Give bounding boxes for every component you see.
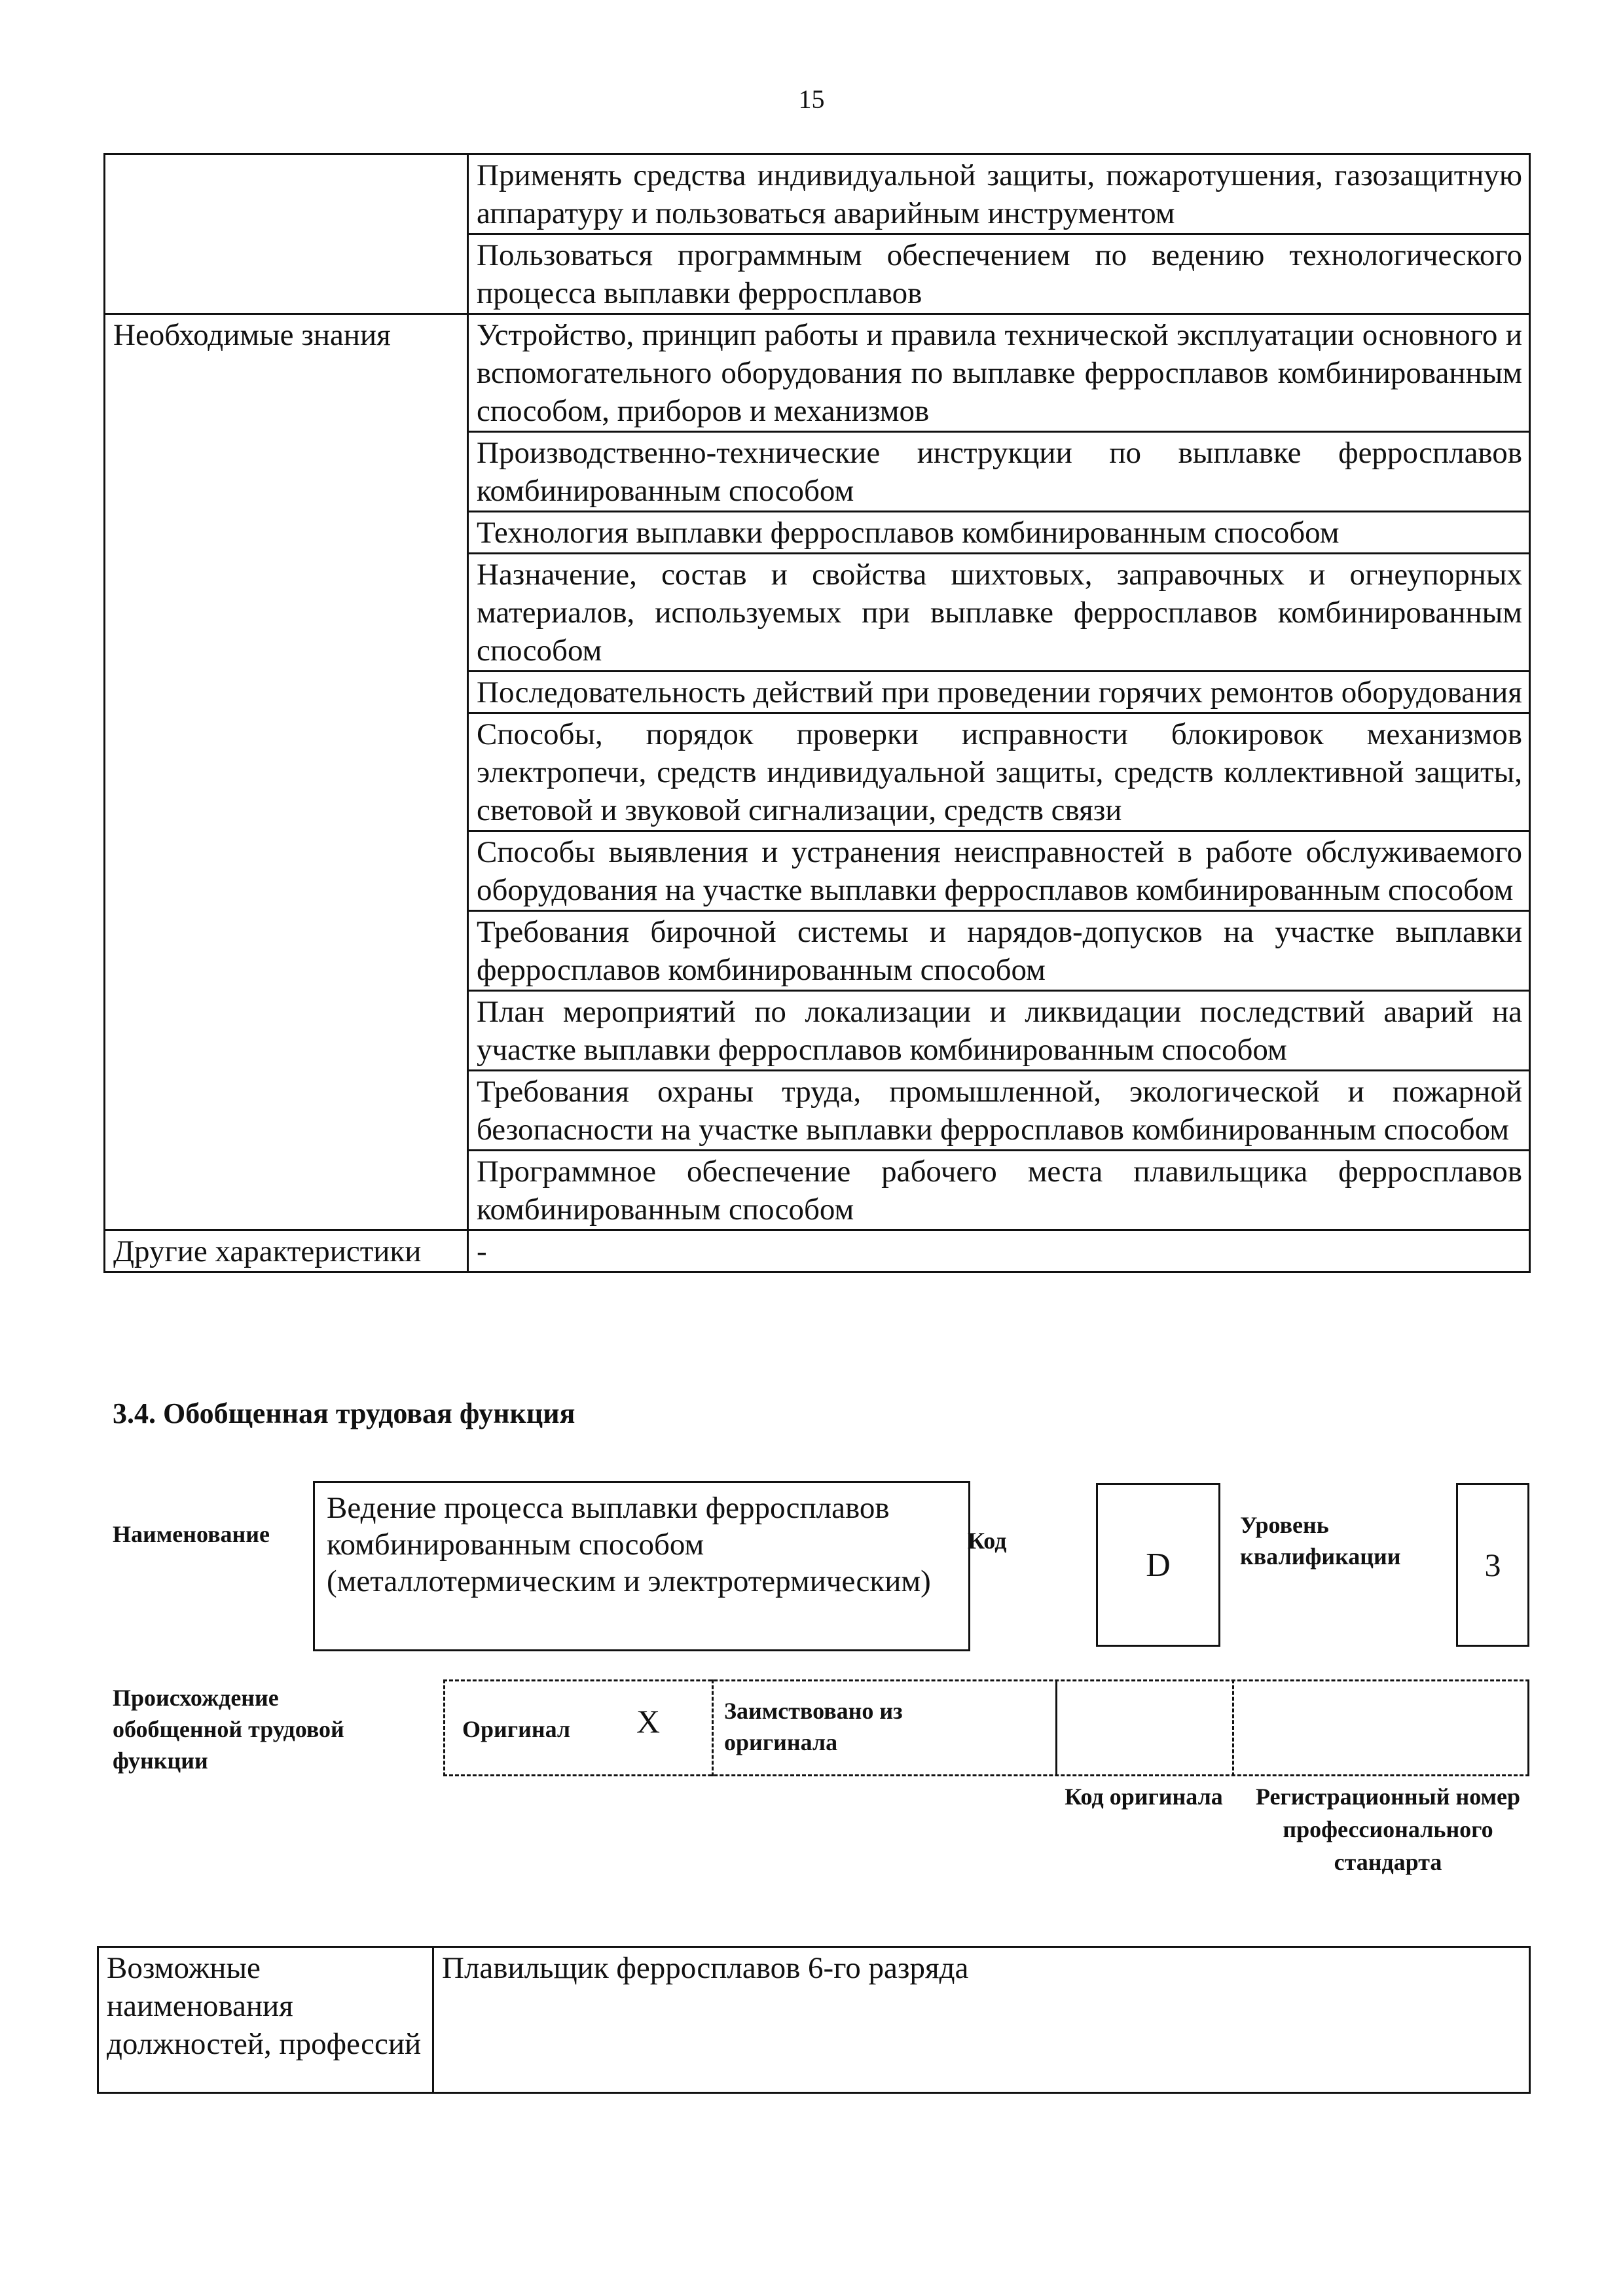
borrowed-label: Заимствовано из оригинала [724,1698,903,1755]
row-text: Устройство, принцип работы и правила технической эксплуатации основного и вспомогательного оборудования по выплавке ферросплавов комбинированным способом, приборов и механизмов [468,314,1530,432]
section-heading: 3.4. Обобщенная трудовая функция [113,1397,575,1429]
row-text: - [468,1230,1530,1272]
code-value: D [1096,1483,1220,1647]
row-text: Требования охраны труда, промышленной, экологической и пожарной безопасности на участке выплавки ферросплавов комбинированным способом [468,1071,1530,1151]
table-row [105,1230,1530,1272]
original-mark: X [636,1703,661,1740]
positions-table [97,1946,1531,2094]
row-text: Программное обеспечение рабочего места плавильщика ферросплавов комбинированным способом [468,1151,1530,1230]
positions-value: Плавильщик ферросплавов 6-го разряда [433,1947,1530,2093]
code-label: Код [968,1528,1007,1554]
positions-label: Возможные наименования должностей, профессий [98,1947,433,2093]
origin-left-border [443,1679,445,1776]
row-text: Способы, порядок проверки исправности блокировок механизмов электропечи, средств индивидуальной защиты, средств коллективной защиты, световой и звуковой сигнализации, средств связи [468,713,1530,831]
reg-number-caption: Регистрационный номер профессионального стандарта [1255,1784,1521,1875]
row-text: Производственно-технические инструкции по выплавке ферросплавов комбинированным способом [468,432,1530,512]
name-label: Наименование [113,1521,270,1547]
table-row [105,154,1530,234]
row-text: Применять средства индивидуальной защиты, пожаротушения, газозащитную аппаратуру и пользоваться аварийным инструментом [468,154,1530,234]
origin-divider-code [1055,1679,1057,1776]
original-label: Оригинал [462,1716,571,1742]
row-text: Последовательность действий при проведении горячих ремонтов оборудования [468,672,1530,713]
row-text: Технология выплавки ферросплавов комбинированным способом [468,512,1530,554]
table-row [105,314,1530,432]
row-label: Необходимые знания [105,314,468,1230]
origin-label: Происхождение обобщенной трудовой функции [113,1685,344,1774]
skills-knowledge-table [103,153,1531,1273]
code-original-caption: Код оригинала [1065,1784,1223,1810]
origin-divider [712,1679,714,1776]
row-label: Другие характеристики [105,1230,468,1272]
row-text: Требования бирочной системы и нарядов-допусков на участке выплавки ферросплавов комбинированным способом [468,911,1530,991]
page-number: 15 [798,84,825,114]
row-text: План мероприятий по локализации и ликвидации последствий аварий на участке выплавки ферросплавов комбинированным способом [468,991,1530,1071]
generalized-function-name: Ведение процесса выплавки ферросплавов комбинированным способом (металлотермическим и электротермическим) [313,1481,970,1651]
row-text: Назначение, состав и свойства шихтовых, заправочных и огнеупорных материалов, используемых при выплавке ферросплавов комбинированным способом [468,554,1530,672]
origin-divider-reg [1232,1679,1234,1776]
row-text: Способы выявления и устранения неисправностей в работе обслуживаемого оборудования на участке выплавки ферросплавов комбинированным способом [468,831,1530,911]
level-value: 3 [1456,1483,1529,1647]
row-text: Пользоваться программным обеспечением по ведению технологического процесса выплавки ферросплавов [468,234,1530,314]
row-label [105,154,468,314]
level-label: Уровень квалификации [1240,1512,1401,1570]
